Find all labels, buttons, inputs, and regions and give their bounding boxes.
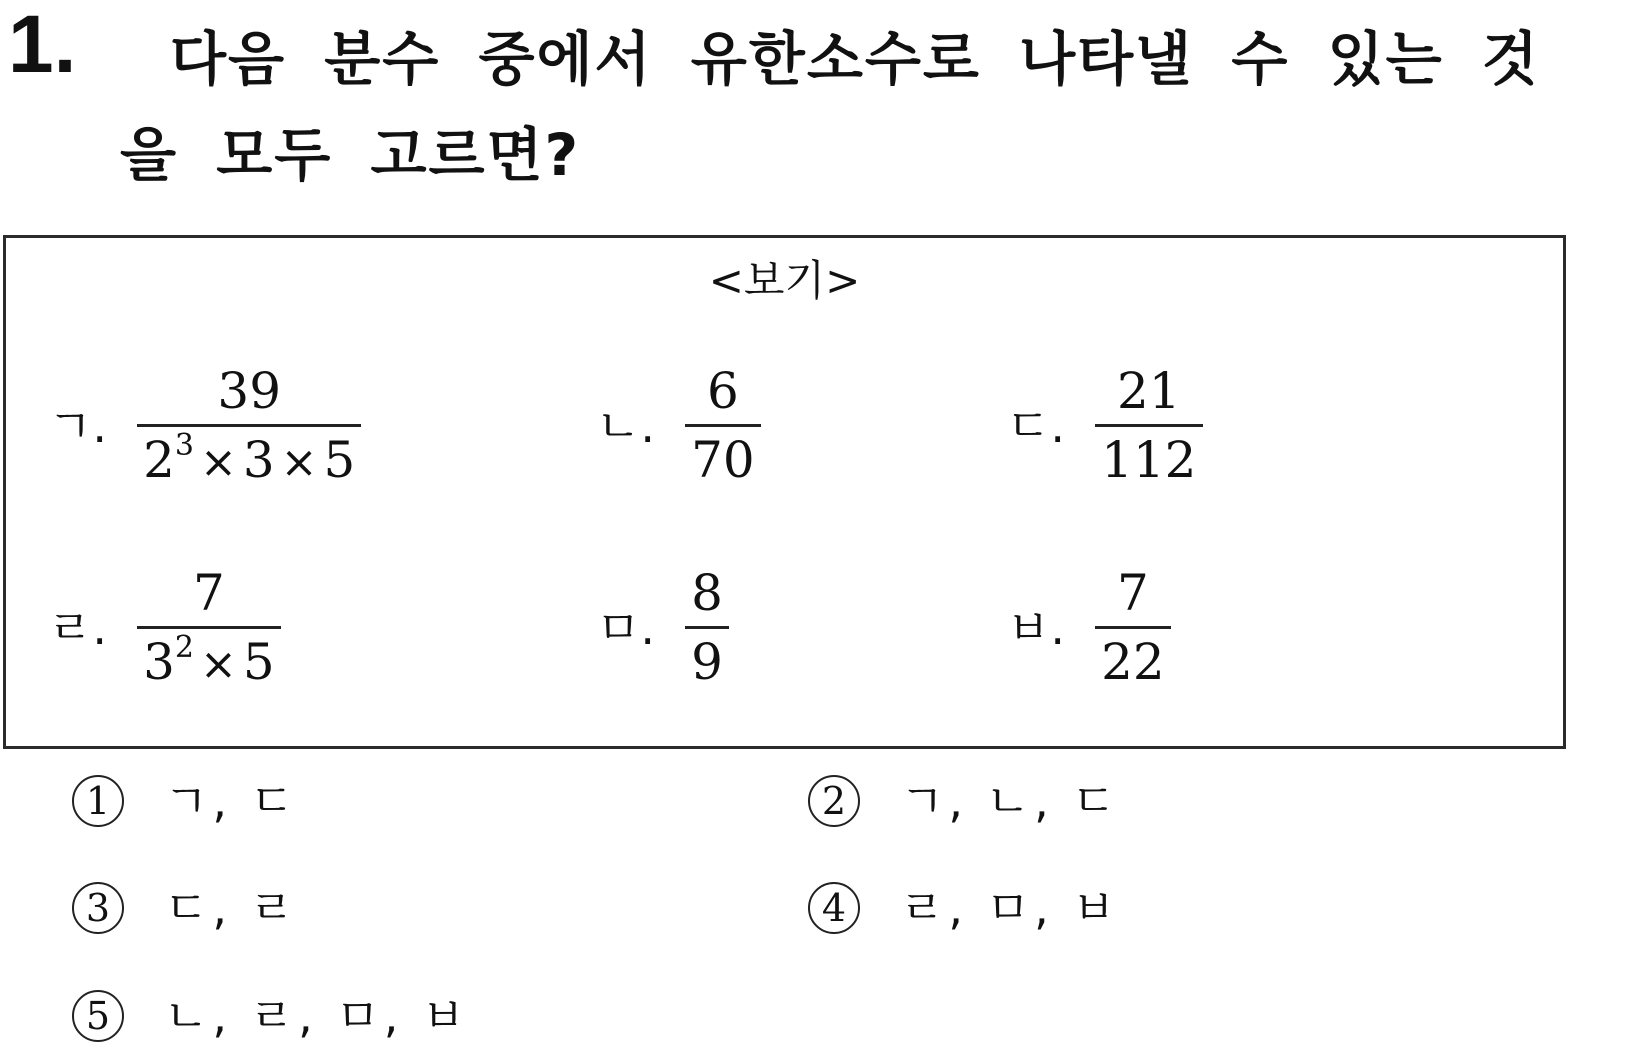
- example-box-title: <보기>: [708, 256, 861, 305]
- fraction-denominator: 70: [691, 431, 755, 489]
- den-part: 5: [323, 431, 356, 489]
- fraction-denominator: 9: [691, 633, 723, 691]
- den-part: 2: [143, 431, 175, 489]
- answer-choice-4[interactable]: [808, 882, 1120, 934]
- times-symbol: ×: [199, 639, 237, 690]
- example-item-mieum: [596, 564, 729, 691]
- fraction: [1095, 362, 1202, 489]
- item-label: ㅂ.: [1006, 600, 1066, 655]
- item-label: ㄷ.: [1006, 398, 1066, 453]
- fraction-denominator: [137, 629, 281, 691]
- choice-number-circle: 1: [72, 775, 124, 827]
- fraction: [685, 564, 729, 691]
- item-label: ㅁ.: [596, 600, 656, 655]
- item-label: ㄹ.: [48, 600, 108, 655]
- fraction-denominator: [137, 427, 361, 489]
- choice-text: ㄷ, ㄹ: [164, 881, 299, 935]
- fraction: [137, 362, 361, 489]
- choice-text: ㄱ, ㄷ: [164, 774, 299, 828]
- fraction-denominator: 22: [1101, 633, 1165, 691]
- den-part: 5: [242, 633, 275, 691]
- den-part: 3: [242, 431, 275, 489]
- example-item-nieun: [596, 362, 761, 489]
- fraction-numerator: 21: [1116, 362, 1181, 420]
- fraction-denominator: 112: [1101, 431, 1197, 489]
- answer-choice-2[interactable]: [808, 775, 1120, 827]
- example-box: [3, 235, 1566, 749]
- fraction-numerator: 6: [706, 362, 739, 420]
- den-exponent: 3: [174, 428, 194, 463]
- choice-text: ㄱ, ㄴ, ㄷ: [900, 774, 1120, 828]
- fraction: [137, 564, 281, 691]
- fraction-numerator: 7: [192, 564, 225, 622]
- fraction-numerator: 7: [1116, 564, 1149, 622]
- choice-number-circle: 4: [808, 882, 860, 934]
- choice-number-circle: 3: [72, 882, 124, 934]
- item-label: ㄴ.: [596, 398, 656, 453]
- den-exponent: 2: [174, 630, 194, 665]
- answer-choice-1[interactable]: [72, 775, 298, 827]
- example-item-digeut: [1006, 362, 1203, 489]
- choice-text: ㄴ, ㄹ, ㅁ, ㅂ: [164, 989, 470, 1043]
- choice-number-circle: 5: [72, 990, 124, 1042]
- question-number: 1.: [8, 0, 77, 90]
- answer-choice-3[interactable]: [72, 882, 298, 934]
- fraction-numerator: 39: [217, 362, 282, 420]
- fraction: [1095, 564, 1171, 691]
- times-symbol: ×: [280, 437, 318, 488]
- item-label: ㄱ.: [48, 398, 108, 453]
- question-text-line1: 다음 분수 중에서 유한소수로 나타낼 수 있는 것: [170, 25, 1540, 93]
- times-symbol: ×: [199, 437, 237, 488]
- den-part: 3: [143, 633, 175, 691]
- answer-choice-5[interactable]: [72, 990, 469, 1042]
- fraction-numerator: 8: [691, 564, 723, 622]
- question-text-line2: 을 모두 고르면?: [120, 121, 581, 189]
- choice-number-circle: 2: [808, 775, 860, 827]
- example-item-giyeok: [48, 362, 361, 489]
- fraction: [685, 362, 761, 489]
- example-item-rieul: [48, 564, 281, 691]
- choice-text: ㄹ, ㅁ, ㅂ: [900, 881, 1120, 935]
- example-item-bieup: [1006, 564, 1171, 691]
